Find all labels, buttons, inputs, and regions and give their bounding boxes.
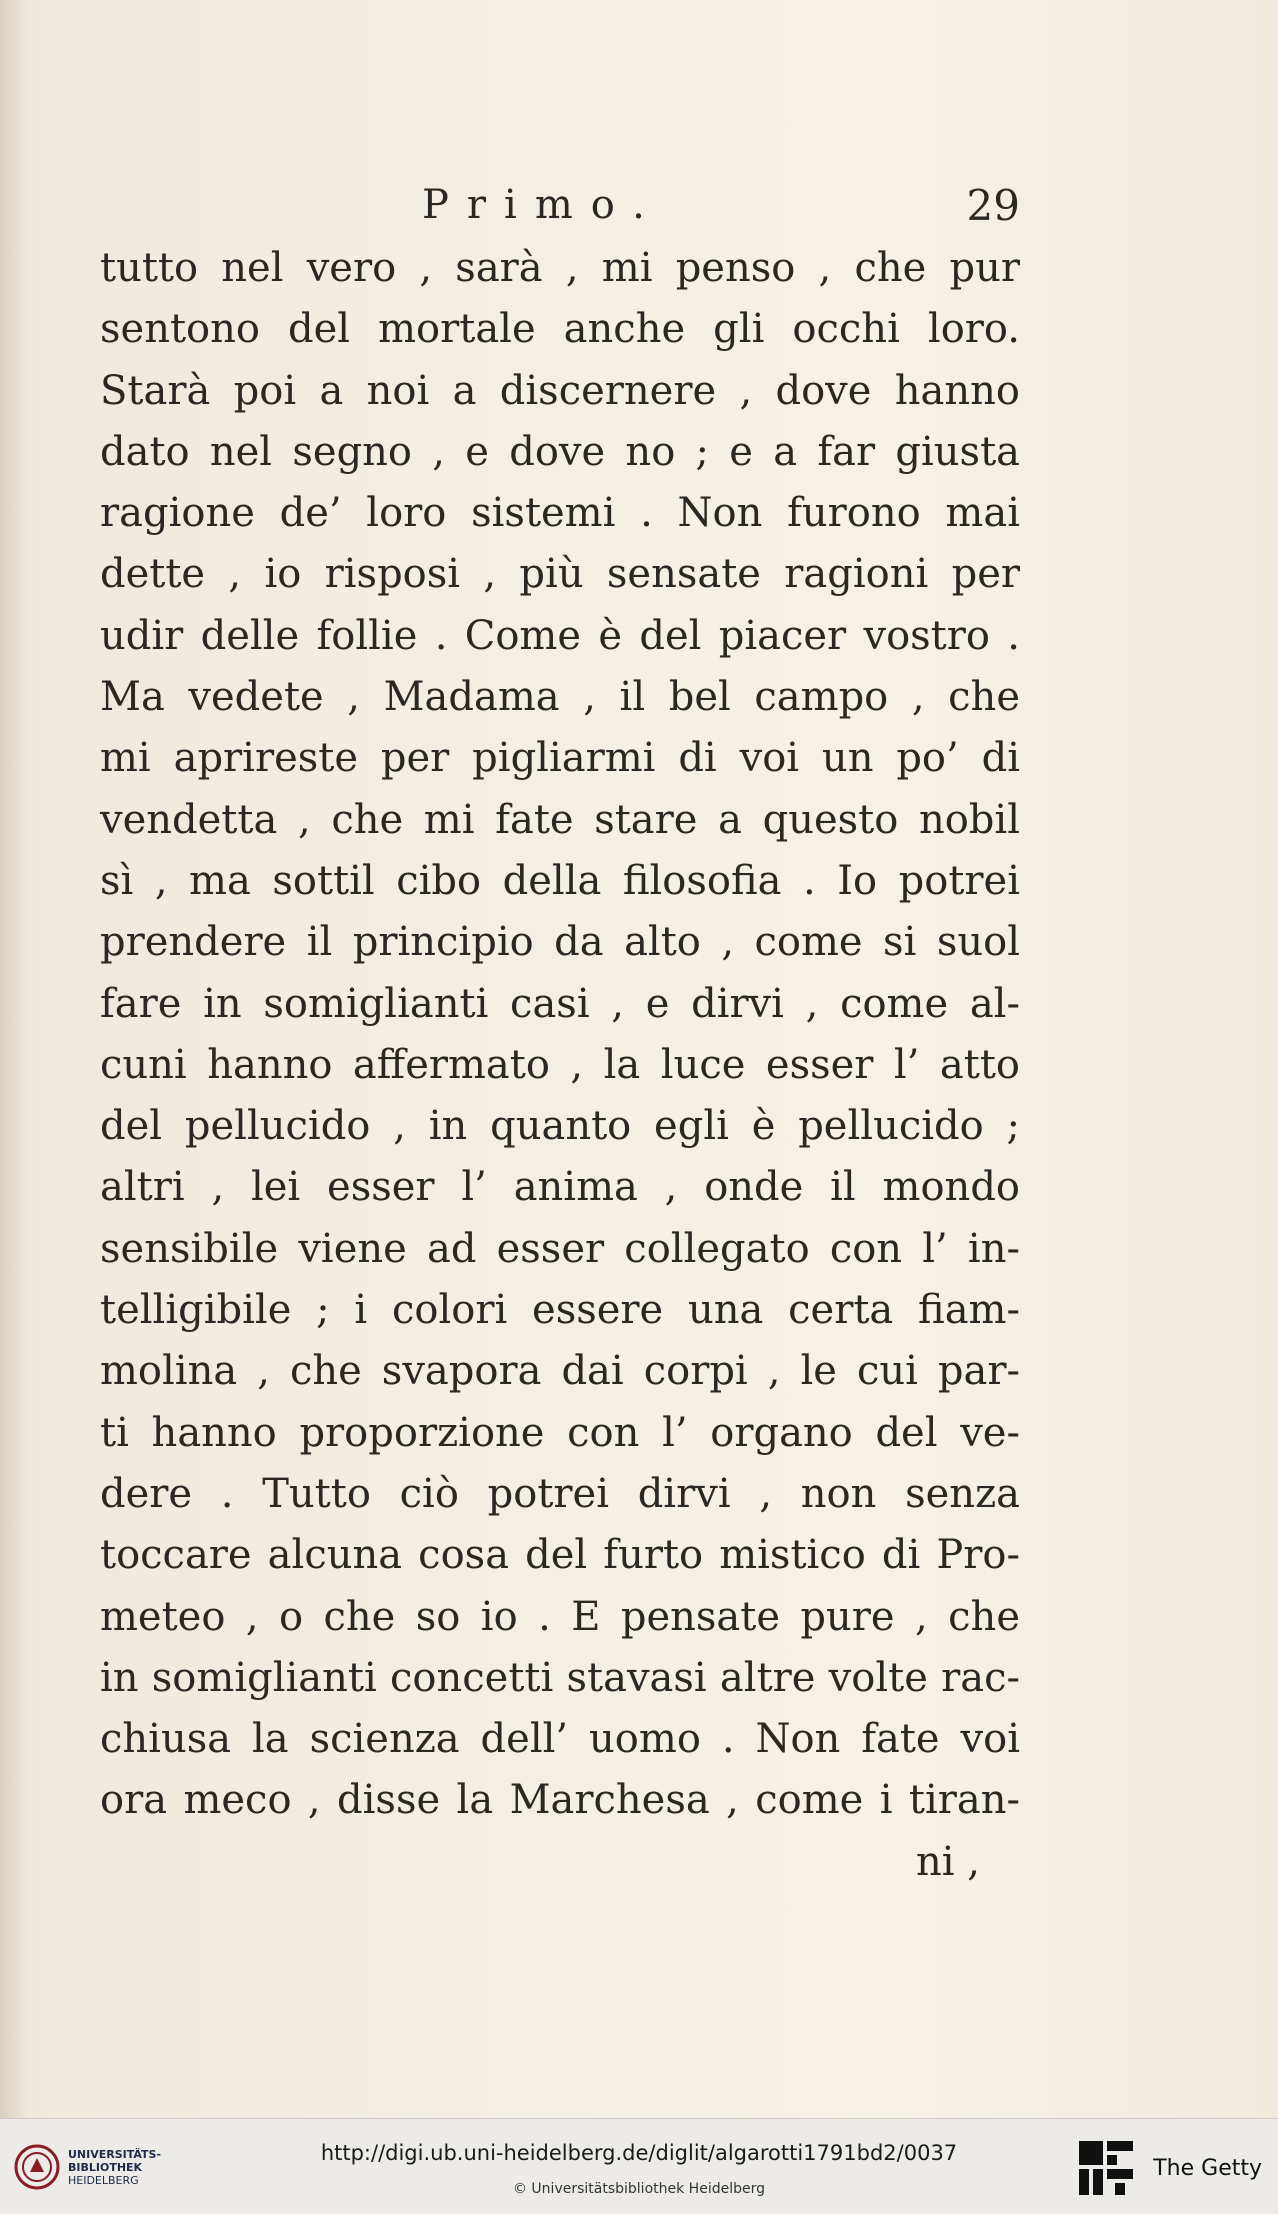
getty-logo-icon bbox=[1077, 2139, 1135, 2197]
permalink-url[interactable]: http://digi.ub.uni-heidelberg.de/diglit/algarotti1791bd2/0037 bbox=[320, 2141, 958, 2165]
text-line: altri , lei esser l’ anima , onde il mondo bbox=[100, 1164, 1020, 1211]
text-line: chiusa la scienza dell’ uomo . Non fate voi bbox=[100, 1716, 1020, 1763]
text-line: molina , che svapora dai corpi , le cui par- bbox=[100, 1348, 1020, 1395]
sponsor-logo[interactable] bbox=[1077, 2139, 1262, 2197]
text-line: toccare alcuna cosa del furto mistico di Pro- bbox=[100, 1532, 1020, 1579]
text-line: dere . Tutto ciò potrei dirvi , non senza bbox=[100, 1470, 1020, 1517]
text-line: dato nel segno , e dove no ; e a far giusta bbox=[100, 428, 1020, 475]
text-line: udir delle follie . Come è del piacer vostro . bbox=[100, 612, 1020, 659]
library-city: HEIDELBERG bbox=[68, 2173, 139, 2187]
text-line: cuni hanno affermato , la luce esser l’ atto bbox=[100, 1041, 1020, 1088]
body-text bbox=[100, 238, 1020, 1893]
text-line: dette , io risposi , più sensate ragioni per bbox=[100, 551, 1020, 598]
text-line: vendetta , che mi fate stare a questo nobil bbox=[100, 796, 1020, 843]
running-title: Primo. bbox=[422, 182, 663, 228]
text-line: fare in somiglianti casi , e dirvi , come al- bbox=[100, 980, 1020, 1027]
text-line: prendere il principio da alto , come si suol bbox=[100, 919, 1020, 966]
library-name-line2: BIBLIOTHEK bbox=[68, 2160, 143, 2174]
text-line: in somiglianti concetti stavasi altre volte rac- bbox=[100, 1654, 1020, 1701]
catchword: ni , bbox=[916, 1838, 980, 1885]
text-line: sentono del mortale anche gli occhi loro. bbox=[100, 306, 1020, 353]
text-line: tutto nel vero , sarà , mi penso , che pur bbox=[100, 245, 1020, 291]
text-line: Ma vedete , Madama , il bel campo , che bbox=[100, 674, 1020, 721]
text-line-italic: del pellucido , in quanto egli è pellucido ; bbox=[100, 1103, 1020, 1150]
text-line-italic: sensibile viene ad esser collegato con l’ in- bbox=[100, 1225, 1020, 1272]
text-line: sì , ma sottil cibo della filosofia . Io potrei bbox=[100, 857, 1020, 904]
library-name-line1: UNIVERSITÄTS- bbox=[68, 2147, 162, 2161]
text-line: ragione de’ loro sistemi . Non furono mai bbox=[100, 490, 1020, 537]
text-line: telligibile ; i colori essere una certa fiam- bbox=[100, 1287, 1020, 1334]
text-line: ti hanno proporzione con l’ organo del ve- bbox=[100, 1409, 1020, 1456]
copyright-notice: © Universitätsbibliothek Heidelberg bbox=[512, 2181, 765, 2197]
page-number: 29 bbox=[966, 180, 1020, 230]
text-line: ora meco , disse la Marchesa , come i tiran- bbox=[100, 1777, 1020, 1824]
sponsor-name: The Getty bbox=[1153, 2155, 1262, 2181]
text-line: meteo , o che so io . E pensate pure , che bbox=[100, 1593, 1020, 1640]
text-line: Starà poi a noi a discernere , dove hanno bbox=[100, 367, 1020, 414]
page-header bbox=[100, 180, 1020, 230]
page-gutter-shadow bbox=[0, 0, 28, 2118]
viewer-footer bbox=[0, 2118, 1278, 2214]
text-line: mi aprireste per pigliarmi di voi un po’ di bbox=[100, 735, 1020, 782]
